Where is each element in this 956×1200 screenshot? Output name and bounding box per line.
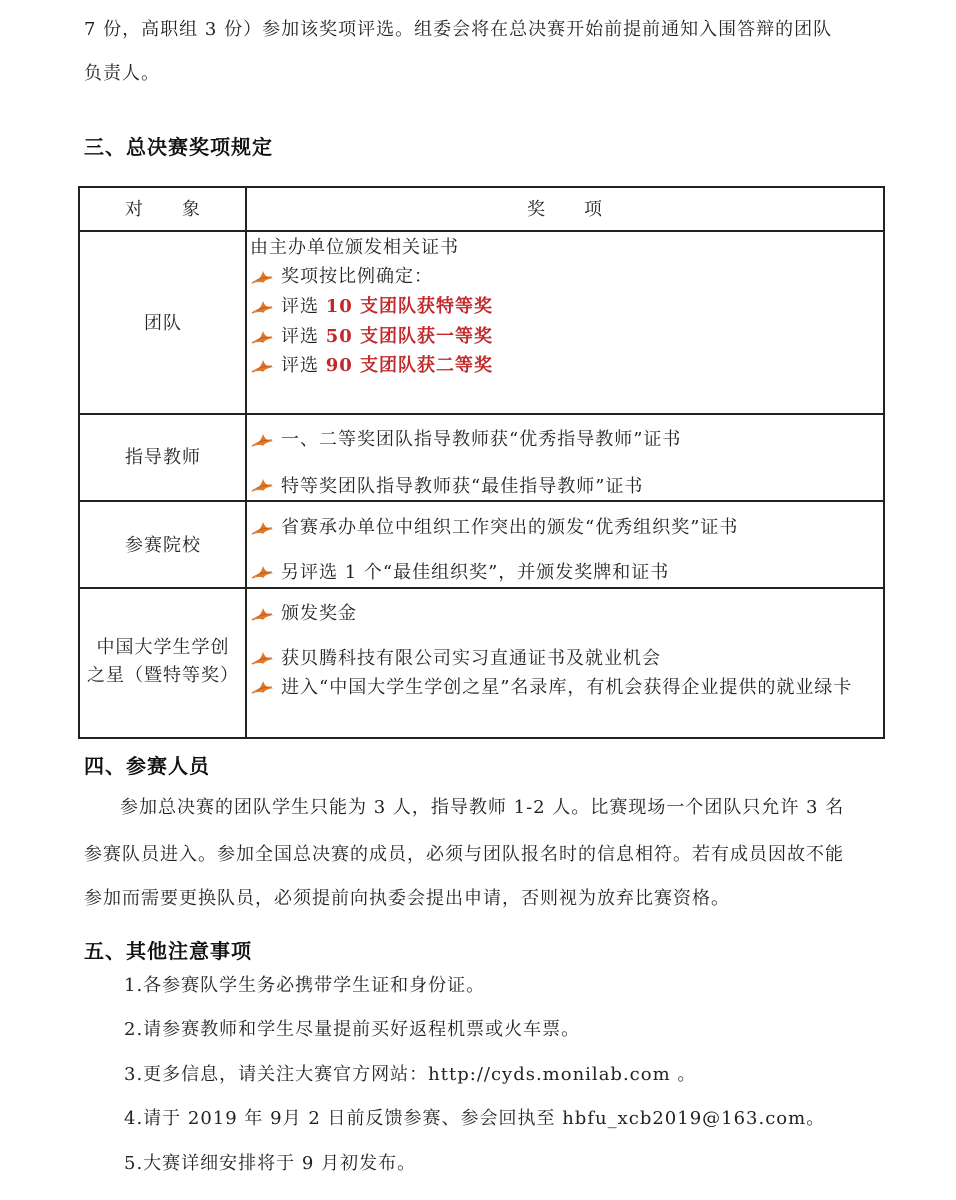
row-schools-item-2: 另评选 1 个“最佳组织奖”，并颁发奖牌和证书 (281, 562, 670, 583)
orange-leaf-bullet-icon (250, 518, 276, 538)
row-advisors-item-1: 一、二等奖团队指导教师获“优秀指导教师”证书 (281, 429, 682, 450)
highlight-text: 50 支团队获一等奖 (325, 326, 494, 347)
notice-item-4: 4.请于 2019 年 9月 2 日前反馈参赛、参会回执至 hbfu_xcb2019@163.com。 (124, 1108, 826, 1129)
row-schools-item-1: 省赛承办单位中组织工作突出的颁发“优秀组织奖”证书 (281, 517, 739, 538)
item-text: 评选 (281, 296, 326, 317)
row-target-star-line-2: 之星（暨特等奖） (87, 665, 239, 686)
row-star-item-2: 获贝腾科技有限公司实习直通证书及就业机会 (281, 648, 661, 669)
table-header-target: 对 象 (125, 199, 201, 220)
intro-line-1: 7 份，高职组 3 份）参加该奖项评选。组委会将在总决赛开始前提前通知入围答辩的团队 (84, 19, 833, 40)
table-row-divider (80, 413, 883, 415)
item-text: 奖项按比例确定： (281, 266, 433, 287)
orange-leaf-bullet-icon (250, 327, 276, 347)
section-4-line-2: 参赛队员进入。参加全国总决赛的成员，必须与团队报名时的信息相符。若有成员因故不能 (84, 844, 844, 865)
section-4-line-3: 参加而需要更换队员，必须提前向执委会提出申请，否则视为放弃比赛资格。 (84, 888, 730, 909)
notice-item-1: 1.各参赛队学生务必携带学生证和身份证。 (124, 975, 486, 996)
item-text: 评选 (281, 355, 326, 376)
orange-leaf-bullet-icon (250, 267, 276, 287)
notice-item-3: 3.更多信息，请关注大赛官方网站：http://cyds.monilab.com 。 (124, 1064, 697, 1085)
orange-leaf-bullet-icon (250, 648, 276, 668)
orange-leaf-bullet-icon (250, 604, 276, 624)
table-header-award: 奖 项 (527, 199, 603, 220)
row-team-item-1 (281, 265, 433, 289)
row-team-item-4 (281, 354, 493, 378)
highlight-text: 10 支团队获特等奖 (325, 296, 494, 317)
orange-leaf-bullet-icon (250, 430, 276, 450)
orange-leaf-bullet-icon (250, 475, 276, 495)
row-advisors-item-2: 特等奖团队指导教师获“最佳指导教师”证书 (281, 476, 644, 497)
orange-leaf-bullet-icon (250, 562, 276, 582)
row-team-plain-text: 由主办单位颁发相关证书 (250, 237, 459, 258)
section-4-heading: 四、参赛人员 (84, 754, 210, 778)
intro-line-2: 负责人。 (84, 63, 160, 84)
row-star-item-1: 颁发奖金 (281, 603, 357, 624)
awards-table (78, 186, 885, 739)
notice-item-5: 5.大赛详细安排将于 9 月初发布。 (124, 1153, 417, 1174)
orange-leaf-bullet-icon (250, 677, 276, 697)
row-team-item-3 (281, 325, 493, 349)
orange-leaf-bullet-icon (250, 356, 276, 376)
table-header-divider (80, 230, 883, 232)
row-team-item-2 (281, 295, 493, 319)
table-row-divider (80, 500, 883, 502)
highlight-text: 90 支团队获二等奖 (325, 355, 494, 376)
item-text: 评选 (281, 326, 326, 347)
row-target-star-line-1: 中国大学生学创 (96, 637, 230, 658)
row-target-advisors: 指导教师 (125, 447, 201, 468)
notice-item-2: 2.请参赛教师和学生尽量提前买好返程机票或火车票。 (124, 1019, 581, 1040)
orange-leaf-bullet-icon (250, 297, 276, 317)
section-5-heading: 五、其他注意事项 (84, 939, 252, 963)
table-row-divider (80, 587, 883, 589)
row-target-team: 团队 (144, 313, 182, 334)
row-star-item-3: 进入“中国大学生学创之星”名录库，有机会获得企业提供的就业绿卡 (281, 677, 853, 698)
section-4-line-1: 参加总决赛的团队学生只能为 3 人，指导教师 1-2 人。比赛现场一个团队只允许 3 名 (120, 797, 845, 818)
section-3-heading: 三、总决赛奖项规定 (84, 135, 273, 159)
row-target-schools: 参赛院校 (125, 535, 201, 556)
